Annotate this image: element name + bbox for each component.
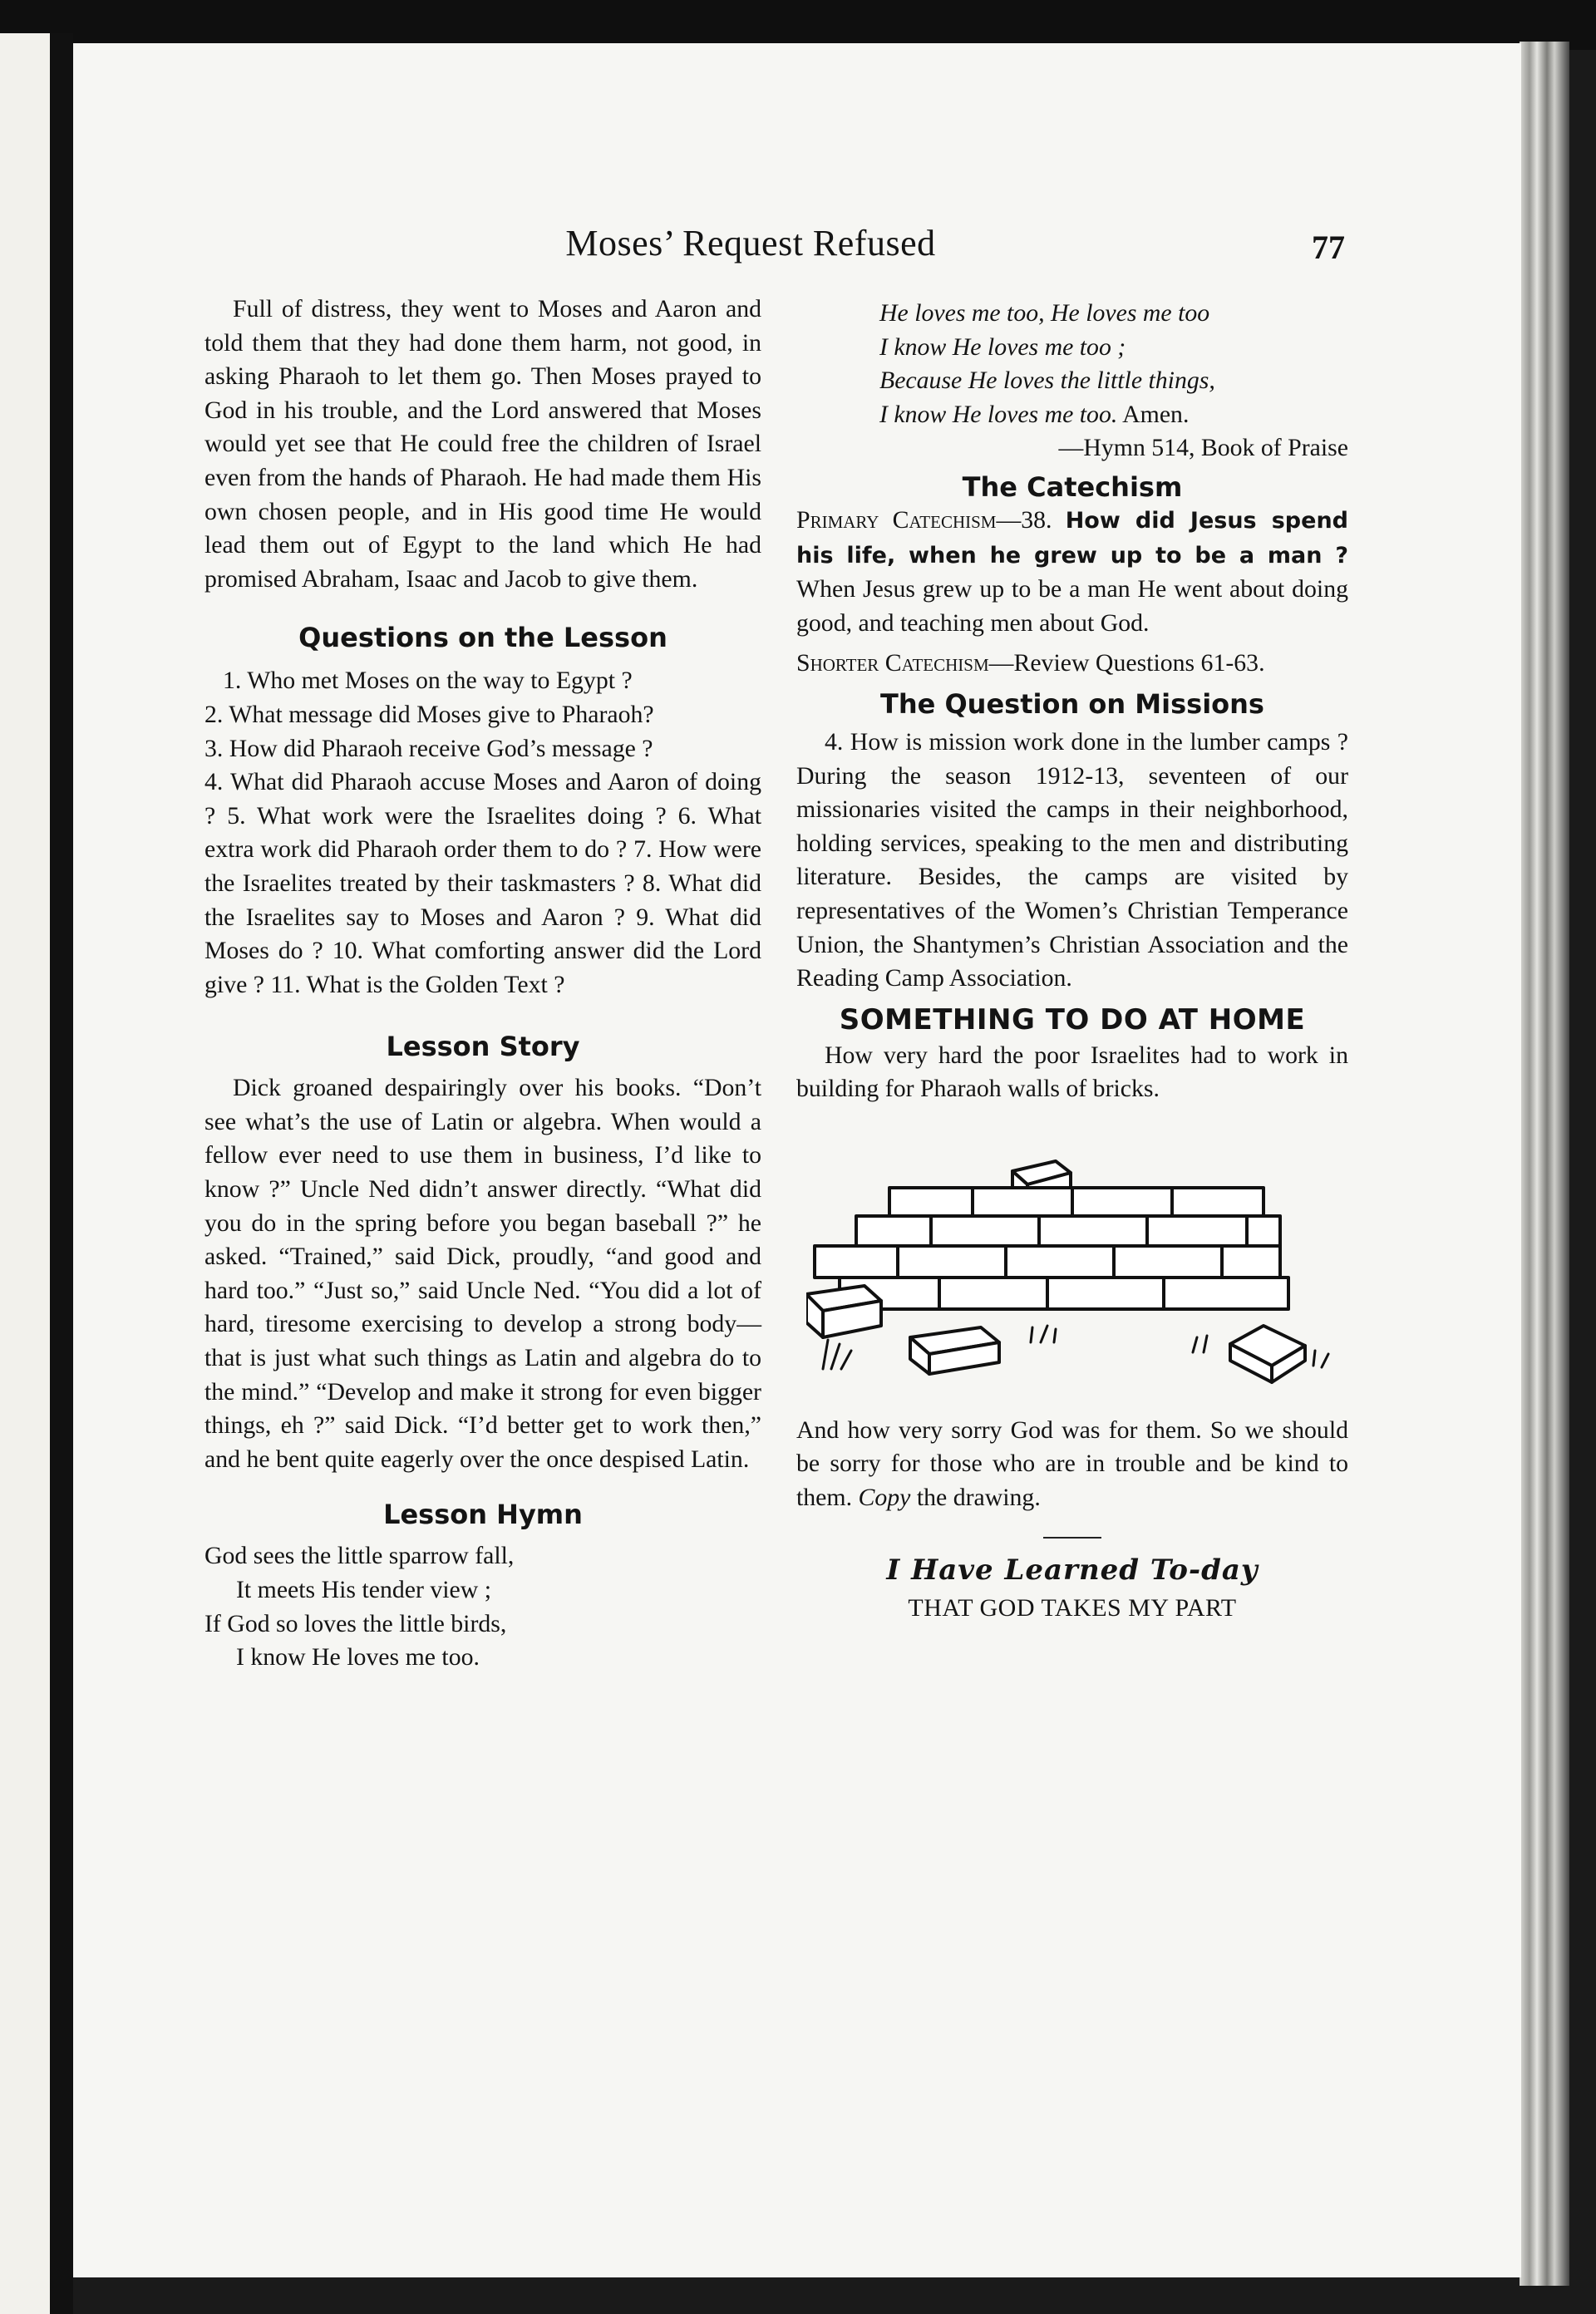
right-column	[796, 297, 1348, 1626]
copy-rest: the drawing.	[916, 1484, 1041, 1512]
catechism-heading: The Catechism	[962, 470, 1183, 503]
questions-rest: 4. What did Pharaoh accuse Moses and Aaron of doing ? 5. What work were the Israelites doing ? 6. What extra work did Pharaoh order them to do ? 7. How were the Israelites treated by their taskmasters ? 8. What did the Israelites say to Moses and Aaron ? 9. What did Moses do ? 10. What comforting answer did the Lord give ? 11. What is the Golden Text ?	[204, 768, 761, 998]
question-1: 1. Who met Moses on the way to Egypt ?	[223, 667, 633, 695]
left-column	[204, 293, 761, 1675]
primary-catechism-answer: When Jesus grew up to be a man He went about doing good, and teaching men about God.	[796, 575, 1348, 637]
primary-catechism-label: Primary Catechism—38.	[796, 505, 1052, 534]
missions-paragraph: 4. How is mission work done in the lumber camps ? During the season 1912-13, seventeen of our missionaries visited the camps in their neighborhood, holding services, speaking to the men and distributing literature. Besides, the camps are visited by representatives of the Women’s Christian Temperance Union, the Shantymen’s Christian Association and the Reading Camp Association.	[796, 727, 1348, 992]
brick-wall-drawing	[806, 1120, 1338, 1402]
hymn-cont-3: Because He loves the little things,	[879, 367, 1215, 395]
story-paragraph: Dick groaned despairingly over his books. “Don’t see what’s the use of Latin or algebra. When would a fellow ever need to use them in business, I’d like to know ?” Uncle Ned didn’t answer directly. “What did you do in the spring before you began baseball ?” he asked. “Trained,” said Dick, proudly, “and good and hard too.” “Just so,” said Uncle Ned. “You did a lot of hard, tiresome exercising to develop a strong body—that is just what such things as Latin and algebra do to the mind.” “Develop and make it strong for even bigger things, eh ?” said Dick. “I’d better get to work then,” and he bent quite eagerly over the once despised Latin.	[204, 1074, 761, 1473]
page-number: 77	[1312, 229, 1345, 266]
question-2: 2. What message did Moses give to Pharaoh?	[204, 700, 654, 728]
intro-paragraph: Full of distress, they went to Moses and Aaron and told them that they had done them harm, not good, in asking Pharaoh to let them go. Then Moses prayed to God in his trouble, and the Lord answered that Moses would yet see that He could free the children of Israel even from the hands of Pharaoh. He had made them His own chosen people, and in His good time He would lead them out of Egypt to the land which He had promised Abraham, Isaac and Jacob to give them.	[204, 295, 761, 593]
home-heading: SOMETHING TO DO AT HOME	[839, 1002, 1306, 1036]
running-title: Moses’ Request Refused	[565, 223, 936, 263]
learned-heading: I Have Learned To-day	[886, 1553, 1259, 1587]
hymn-line-2: It meets His tender view ;	[236, 1576, 491, 1603]
home-after-text: And how very sorry God was for them. So we should be sorry for those who are in trouble and be kind to them.	[796, 1415, 1348, 1512]
motto-text: THAT GOD TAKES MY PART	[908, 1594, 1237, 1622]
shorter-catechism-label: Shorter Catechism	[796, 649, 989, 677]
hymn-heading: Lesson Hymn	[383, 1499, 583, 1531]
missions-heading: The Question on Missions	[880, 687, 1264, 720]
primary-catechism-question: How did Jesus spend his life, when he grew up to be a man ?	[796, 507, 1348, 569]
hymn-line-3: If God so loves the little birds,	[204, 1609, 507, 1637]
shorter-catechism-text: —Review Questions 61-63.	[988, 649, 1265, 677]
hymn-source: —Hymn 514, Book of Praise	[1058, 434, 1348, 462]
story-heading: Lesson Story	[386, 1031, 580, 1063]
hymn-cont-4	[796, 398, 1348, 432]
home-after-paragraph	[796, 1414, 1348, 1515]
hymn-line-4: I know He loves me too.	[236, 1643, 480, 1671]
hymn-line-1: God sees the little sparrow fall,	[204, 1542, 515, 1570]
hymn-cont-1: He loves me too, He loves me too	[879, 299, 1210, 327]
copy-word: Copy	[858, 1484, 911, 1512]
book-page	[73, 43, 1521, 2277]
primary-catechism	[796, 504, 1348, 640]
divider-rule	[1043, 1537, 1101, 1539]
page-stack-edge	[1520, 42, 1569, 2286]
question-3: 3. How did Pharaoh receive God’s message ?	[204, 734, 653, 762]
shorter-catechism	[796, 647, 1348, 681]
questions-heading: Questions on the Lesson	[298, 622, 667, 654]
home-paragraph: How very hard the poor Israelites had to work in building for Pharaoh walls of bricks.	[796, 1041, 1348, 1103]
scan-background	[0, 0, 1596, 50]
hymn-cont-4-text: I know He loves me too.	[879, 400, 1118, 428]
book-gutter	[50, 33, 73, 2314]
amen-text: Amen.	[1122, 400, 1190, 428]
hymn-cont-2: I know He loves me too ;	[879, 332, 1126, 361]
